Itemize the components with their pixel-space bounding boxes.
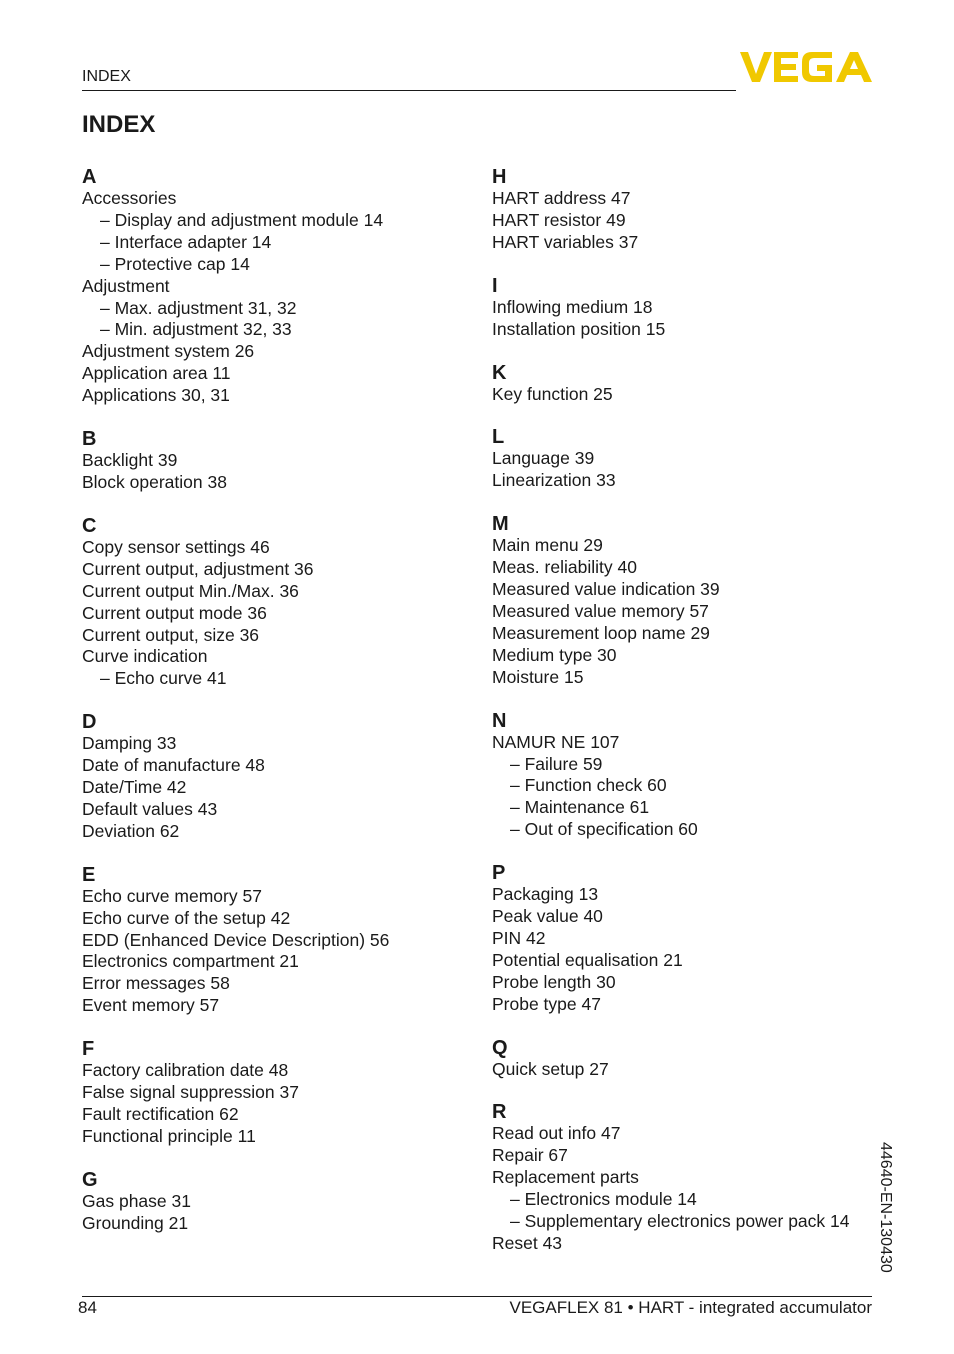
index-entry: Accessories bbox=[82, 188, 177, 208]
index-entry: HART resistor 49 bbox=[492, 209, 626, 230]
index-column-left bbox=[82, 166, 482, 1256]
index-entry: Application area 11 bbox=[82, 363, 231, 384]
index-entry: Current output, size 36 bbox=[82, 624, 260, 645]
section-letter: R bbox=[492, 1101, 507, 1124]
vega-logo bbox=[740, 50, 872, 84]
index-entry: Measurement loop name 29 bbox=[492, 622, 710, 643]
index-entry: Functional principle 11 bbox=[82, 1125, 256, 1146]
index-entry: Adjustment bbox=[82, 275, 170, 296]
section-letter: N bbox=[492, 709, 507, 732]
document-code: 44640-EN-130430 bbox=[877, 1142, 894, 1273]
index-entry: Meas. reliability 40 bbox=[492, 557, 637, 578]
index-entry: Current output mode 36 bbox=[82, 602, 267, 623]
index-entry: Fault rectification 62 bbox=[82, 1104, 239, 1124]
index-entry: Backlight 39 bbox=[82, 450, 178, 471]
index-entry: Installation position 15 bbox=[492, 318, 666, 339]
index-section-e bbox=[82, 864, 482, 1017]
index-entry: Peak value 40 bbox=[492, 906, 603, 927]
index-section-n bbox=[492, 710, 892, 842]
section-letter: P bbox=[492, 862, 506, 885]
section-letter: E bbox=[82, 863, 96, 886]
index-entry: Measured value memory 57 bbox=[492, 600, 709, 621]
section-letter: B bbox=[82, 428, 97, 451]
section-letter: C bbox=[82, 514, 97, 537]
section-letter: F bbox=[82, 1038, 95, 1061]
index-entry: Medium type 30 bbox=[492, 644, 617, 665]
index-subentry: – Display and adjustment module 14 bbox=[100, 209, 384, 230]
index-entry: HART address 47 bbox=[492, 188, 631, 208]
section-letter: Q bbox=[492, 1036, 508, 1059]
index-section-k bbox=[492, 362, 892, 406]
index-entry: Inflowing medium 18 bbox=[492, 296, 653, 317]
index-subentry: – Supplementary electronics power pack 14 bbox=[510, 1211, 850, 1232]
page-title: INDEX bbox=[82, 111, 156, 138]
index-entry: PIN 42 bbox=[492, 927, 546, 948]
index-entry: Gas phase 31 bbox=[82, 1190, 191, 1211]
index-entry: Repair 67 bbox=[492, 1145, 568, 1166]
index-subentry: – Min. adjustment 32, 33 bbox=[100, 319, 292, 340]
index-entry: Date of manufacture 48 bbox=[82, 755, 265, 776]
index-section-b bbox=[82, 428, 482, 494]
index-entry: Electronics compartment 21 bbox=[82, 951, 299, 972]
index-entry: Block operation 38 bbox=[82, 471, 227, 492]
index-section-g bbox=[82, 1169, 482, 1235]
index-subentry: – Maintenance 61 bbox=[510, 797, 650, 818]
index-entry: HART variables 37 bbox=[492, 231, 639, 252]
section-letter: A bbox=[82, 166, 97, 188]
index-subentry: – Echo curve 41 bbox=[100, 668, 227, 689]
index-entry: Language 39 bbox=[492, 448, 595, 469]
index-entry: Deviation 62 bbox=[82, 820, 180, 841]
index-section-c bbox=[82, 515, 482, 690]
index-section-q bbox=[492, 1037, 892, 1081]
header-divider bbox=[82, 90, 736, 91]
index-entry: Default values 43 bbox=[82, 798, 218, 819]
index-subentry: – Out of specification 60 bbox=[510, 819, 698, 840]
index-subentry: – Max. adjustment 31, 32 bbox=[100, 297, 297, 318]
index-entry: Packaging 13 bbox=[492, 884, 599, 905]
index-entry: Factory calibration date 48 bbox=[82, 1060, 289, 1081]
footer-divider bbox=[82, 1296, 872, 1297]
index-entry: Probe length 30 bbox=[492, 971, 616, 992]
index-subentry: – Function check 60 bbox=[510, 775, 667, 796]
index-section-f bbox=[82, 1038, 482, 1148]
index-section-i bbox=[492, 275, 892, 341]
index-entry: Adjustment system 26 bbox=[82, 341, 255, 362]
index-entry: Key function 25 bbox=[492, 383, 613, 404]
section-letter: D bbox=[82, 711, 97, 734]
index-subentry: – Electronics module 14 bbox=[510, 1189, 697, 1210]
section-letter: K bbox=[492, 361, 507, 384]
index-entry: Damping 33 bbox=[82, 733, 177, 754]
index-entry: Probe type 47 bbox=[492, 993, 601, 1014]
index-entry: False signal suppression 37 bbox=[82, 1082, 299, 1103]
index-section-d bbox=[82, 711, 482, 843]
index-entry: Copy sensor settings 46 bbox=[82, 536, 270, 557]
index-subentry: – Failure 59 bbox=[510, 753, 603, 774]
index-entry: Grounding 21 bbox=[82, 1212, 189, 1233]
index-entry: Current output Min./Max. 36 bbox=[82, 580, 299, 601]
section-letter: M bbox=[492, 513, 509, 536]
index-entry: EDD (Enhanced Device Description) 56 bbox=[82, 929, 390, 950]
index-entry: Potential equalisation 21 bbox=[492, 949, 683, 970]
index-entry: Echo curve memory 57 bbox=[82, 885, 262, 906]
section-letter: G bbox=[82, 1168, 98, 1191]
index-entry: Moisture 15 bbox=[492, 666, 584, 687]
index-subentry: – Protective cap 14 bbox=[100, 253, 250, 274]
index-section-p bbox=[492, 862, 892, 1015]
index-section-a bbox=[82, 166, 482, 407]
index-entry: Reset 43 bbox=[492, 1233, 563, 1253]
index-entry: Quick setup 27 bbox=[492, 1058, 609, 1079]
index-entry: Measured value indication 39 bbox=[492, 579, 720, 600]
section-letter: I bbox=[492, 274, 498, 297]
index-section-m bbox=[492, 513, 892, 688]
page-number: 84 bbox=[78, 1298, 97, 1317]
index-entry: Date/Time 42 bbox=[82, 777, 187, 798]
footer-document-title: VEGAFLEX 81 • HART - integrated accumulator bbox=[509, 1298, 872, 1317]
index-entry: Read out info 47 bbox=[492, 1123, 621, 1144]
index-entry: Applications 30, 31 bbox=[82, 385, 230, 406]
index-subentry: – Interface adapter 14 bbox=[100, 231, 272, 252]
section-letter: H bbox=[492, 166, 507, 188]
index-entry: Curve indication bbox=[82, 646, 208, 667]
index-entry: Replacement parts bbox=[492, 1167, 639, 1188]
index-section-r bbox=[492, 1101, 892, 1254]
index-entry: Echo curve of the setup 42 bbox=[82, 907, 291, 928]
index-entry: Current output, adjustment 36 bbox=[82, 558, 314, 579]
index-section-l bbox=[492, 426, 892, 492]
index-section-h bbox=[492, 166, 892, 254]
header-section-label: INDEX bbox=[82, 68, 131, 85]
index-entry: NAMUR NE 107 bbox=[492, 731, 620, 752]
section-letter: L bbox=[492, 426, 505, 449]
index-entry: Event memory 57 bbox=[82, 995, 220, 1016]
index-entry: Error messages 58 bbox=[82, 973, 230, 994]
index-column-right bbox=[492, 166, 892, 1276]
index-entry: Linearization 33 bbox=[492, 470, 616, 491]
index-entry: Main menu 29 bbox=[492, 535, 603, 556]
